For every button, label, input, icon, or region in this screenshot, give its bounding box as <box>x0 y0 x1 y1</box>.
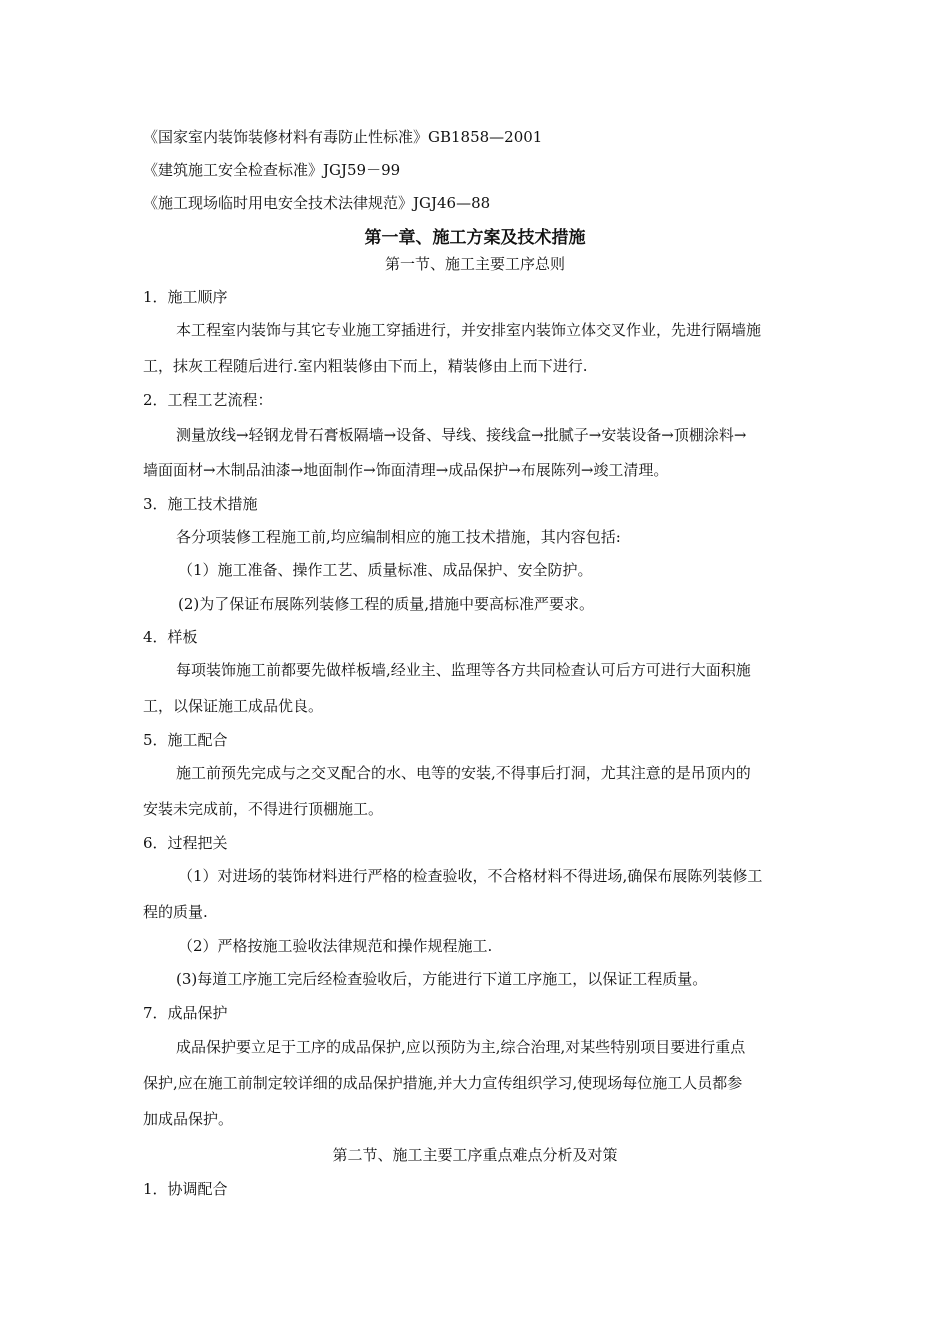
paragraph-line: 各分项装修工程施工前,均应编制相应的施工技术措施，其内容包括: <box>176 528 621 546</box>
paragraph-line: 加成品保护。 <box>143 1110 234 1128</box>
item-heading: 1．协调配合 <box>143 1180 228 1198</box>
paragraph-line: 工，抹灰工程随后进行.室内粗装修由下而上，精装修由上而下进行. <box>143 357 588 375</box>
item-heading: 4．样板 <box>143 628 198 646</box>
item-heading: 7．成品保护 <box>143 1004 228 1022</box>
paragraph-line: 工，以保证施工成品优良。 <box>143 697 324 715</box>
item-heading: 3．施工技术措施 <box>143 495 258 513</box>
paragraph-line: 程的质量. <box>143 903 208 921</box>
paragraph-line: 施工前预先完成与之交叉配合的水、电等的安装,不得事后打洞，尤其注意的是吊顶内的 <box>176 764 751 782</box>
paragraph-line: 每项装饰施工前都要先做样板墙,经业主、监理等各方共同检查认可后方可进行大面积施 <box>176 661 751 679</box>
paragraph-line: （1）对进场的装饰材料进行严格的检查验收，不合格材料不得进场,确保布展陈列装修工 <box>178 867 763 885</box>
reference-line: 《建筑施工安全检查标准》JGJ59－99 <box>143 161 401 179</box>
paragraph-line: 墙面面材→木制品油漆→地面制作→饰面清理→成品保护→布展陈列→竣工清理。 <box>143 461 669 479</box>
paragraph-line: 本工程室内装饰与其它专业施工穿插进行，并安排室内装饰立体交叉作业，先进行隔墙施 <box>176 321 762 339</box>
paragraph-line: 成品保护要立足于工序的成品保护,应以预防为主,综合治理,对某些特别项目要进行重点 <box>176 1038 746 1056</box>
paragraph-line: 保护,应在施工前制定较详细的成品保护措施,并大力宣传组织学习,使现场每位施工人员都参 <box>143 1074 743 1092</box>
paragraph-line: (2)为了保证布展陈列装修工程的质量,措施中要高标准严要求。 <box>178 595 595 613</box>
chapter-title: 第一章、施工方案及技术措施 <box>364 228 586 248</box>
paragraph-line: 测量放线→轻钢龙骨石膏板隔墙→设备、导线、接线盒→批腻子→安装设备→顶棚涂料→ <box>176 426 747 444</box>
paragraph-line: 安装未完成前，不得进行顶棚施工。 <box>143 800 384 818</box>
paragraph-line: （2）严格按施工验收法律规范和操作规程施工. <box>178 937 493 955</box>
paragraph-line: （1）施工准备、操作工艺、质量标准、成品保护、安全防护。 <box>178 561 593 579</box>
reference-line: 《国家室内装饰装修材料有毒防止性标准》GB1858—2001 <box>143 128 543 146</box>
reference-line: 《施工现场临时用电安全技术法律规范》JGJ46—88 <box>143 194 491 212</box>
section-title: 第一节、施工主要工序总则 <box>384 255 565 273</box>
item-heading: 1．施工顺序 <box>143 288 228 306</box>
section-title: 第二节、施工主要工序重点难点分析及对策 <box>332 1146 618 1164</box>
item-heading: 6．过程把关 <box>143 834 228 852</box>
item-heading: 5．施工配合 <box>143 731 228 749</box>
item-heading: 2．工程工艺流程： <box>143 391 273 409</box>
paragraph-line: (3)每道工序施工完后经检查验收后，方能进行下道工序施工，以保证工程质量。 <box>176 970 708 988</box>
